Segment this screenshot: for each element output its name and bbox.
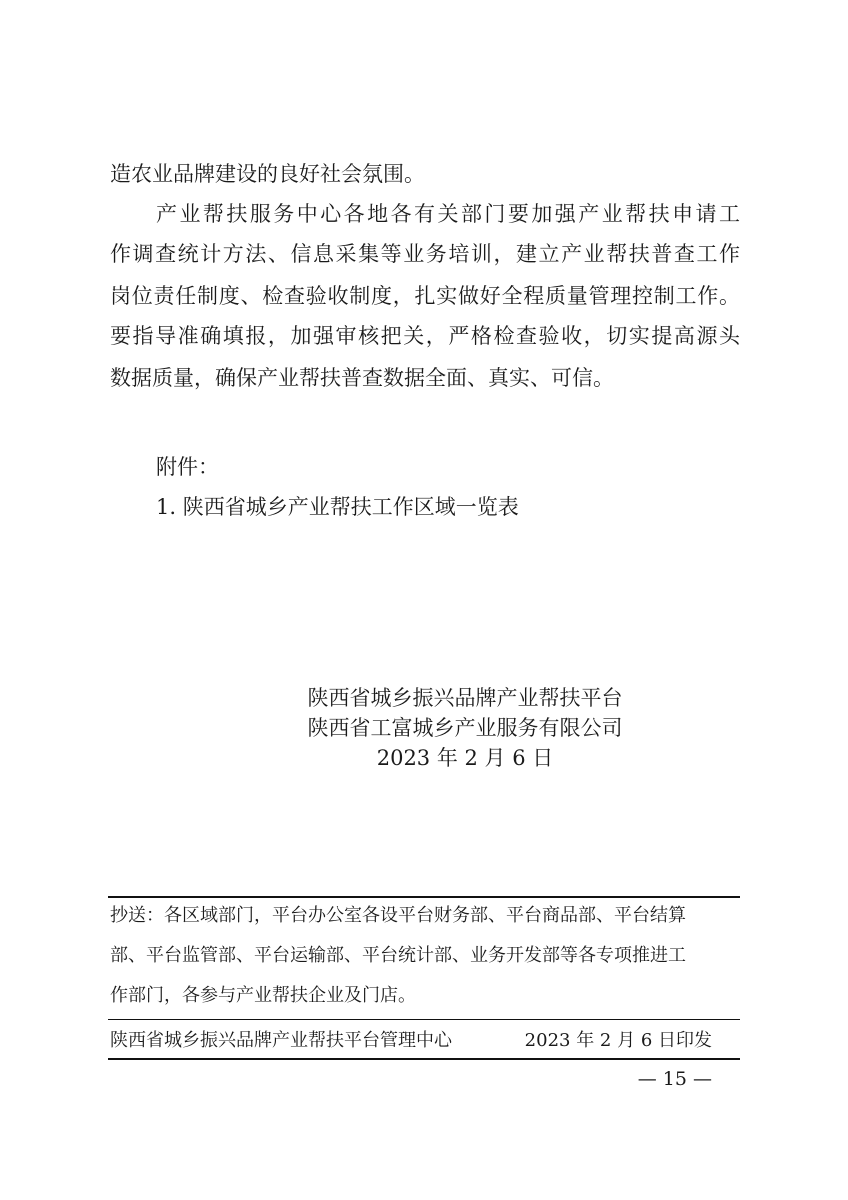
attachment-item: 1. 陕西省城乡产业帮扶工作区域一览表	[156, 495, 519, 519]
issue-date: 2023 年 2 月 6 日印发	[524, 1030, 712, 1051]
body-line: 岗位责任制度、检查验收制度，扎实做好全程质量管理控制工作。	[110, 284, 740, 308]
signature-date: 2023 年 2 月 6 日	[376, 746, 554, 770]
body-line: 造农业品牌建设的良好社会氛围。	[110, 162, 425, 186]
cc-line: 作部门，各参与产业帮扶企业及门店。	[110, 985, 416, 1006]
body-line: 作调查统计方法、信息采集等业务培训，建立产业帮扶普查工作	[110, 242, 740, 266]
body-line: 产业帮扶服务中心各地各有关部门要加强产业帮扶申请工	[156, 202, 740, 226]
attachment-label: 附件：	[156, 455, 219, 479]
issuer-name: 陕西省城乡振兴品牌产业帮扶平台管理中心	[110, 1030, 452, 1051]
cc-top-rule	[108, 896, 740, 898]
page-number: — 15 —	[637, 1068, 712, 1090]
signature-org-1: 陕西省城乡振兴品牌产业帮扶平台	[307, 686, 623, 710]
signature-org-2: 陕西省工富城乡产业服务有限公司	[307, 716, 623, 740]
body-line: 数据质量，确保产业帮扶普查数据全面、真实、可信。	[110, 366, 614, 390]
cc-line: 抄送：各区域部门，平台办公室各设平台财务部、平台商品部、平台结算	[110, 905, 686, 926]
cc-bottom-rule	[108, 1019, 740, 1020]
footer-bottom-rule	[108, 1058, 740, 1060]
cc-line: 部、平台监管部、平台运输部、平台统计部、业务开发部等各专项推进工	[110, 945, 686, 966]
body-line: 要指导准确填报，加强审核把关，严格检查验收，切实提高源头	[110, 324, 740, 348]
